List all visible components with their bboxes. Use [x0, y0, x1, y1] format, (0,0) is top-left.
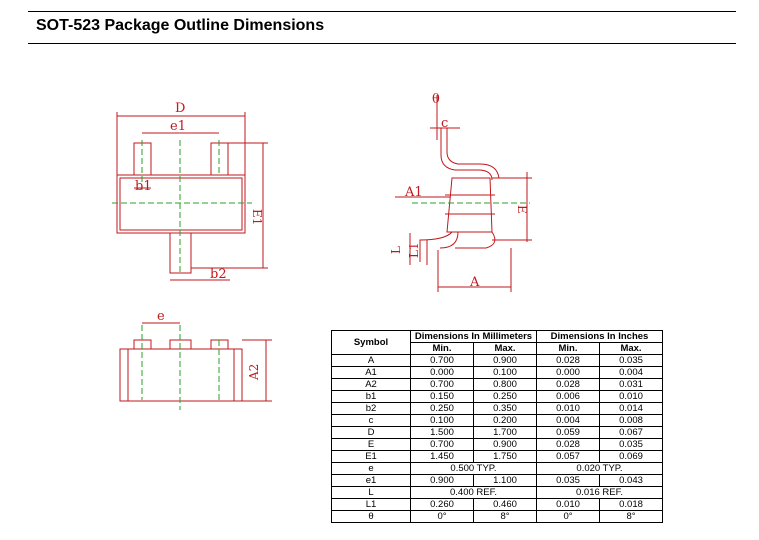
- table-row: θ 0° 8° 0° 8°: [332, 511, 663, 523]
- label-theta: θ: [432, 92, 440, 107]
- label-A: A: [470, 275, 480, 290]
- label-e: e: [157, 309, 165, 324]
- table-row: D 1.500 1.700 0.059 0.067: [332, 427, 663, 439]
- label-D: D: [175, 101, 186, 116]
- dimensions-table: [331, 330, 663, 523]
- table-row: L 0.400 REF. 0.016 REF.: [332, 487, 663, 499]
- header-in-max: Max.: [600, 343, 663, 355]
- table-row: b2 0.250 0.350 0.010 0.014: [332, 403, 663, 415]
- top-view: [112, 101, 268, 282]
- header-mm-max: Max.: [474, 343, 537, 355]
- page-title: SOT-523 Package Outline Dimensions: [36, 17, 325, 34]
- front-view-body: [120, 349, 242, 401]
- header-inches: Dimensions In Inches: [537, 331, 663, 343]
- label-E1: E1: [250, 209, 264, 226]
- table-row: E1 1.450 1.750 0.057 0.069: [332, 451, 663, 463]
- table-row: e1 0.900 1.100 0.035 0.043: [332, 475, 663, 487]
- header-symbol: Symbol: [332, 331, 411, 355]
- header-mm-min: Min.: [411, 343, 474, 355]
- label-A1: A1: [405, 185, 423, 200]
- table-row: e 0.500 TYP. 0.020 TYP.: [332, 463, 663, 475]
- table-row: b1 0.150 0.250 0.006 0.010: [332, 391, 663, 403]
- table-row: L1 0.260 0.460 0.010 0.018: [332, 499, 663, 511]
- label-A2: A2: [247, 363, 261, 380]
- label-e1: e1: [170, 119, 186, 134]
- label-b2: b2: [210, 267, 227, 282]
- table-row: E 0.700 0.900 0.028 0.035: [332, 439, 663, 451]
- table-row: c 0.100 0.200 0.004 0.008: [332, 415, 663, 427]
- label-b1: b1: [135, 179, 152, 194]
- table-row: A1 0.000 0.100 0.000 0.004: [332, 367, 663, 379]
- label-E: E: [515, 205, 529, 214]
- table-row: A 0.700 0.900 0.028 0.035: [332, 355, 663, 367]
- header-mm: Dimensions In Millimeters: [411, 331, 537, 343]
- header-in-min: Min.: [537, 343, 600, 355]
- front-view: [120, 309, 272, 410]
- table-row: A2 0.700 0.800 0.028 0.031: [332, 379, 663, 391]
- label-L1: L1: [407, 242, 421, 258]
- label-L: L: [389, 246, 403, 254]
- label-c: c: [441, 116, 449, 131]
- side-view-body: [447, 178, 492, 232]
- side-view: [389, 92, 532, 292]
